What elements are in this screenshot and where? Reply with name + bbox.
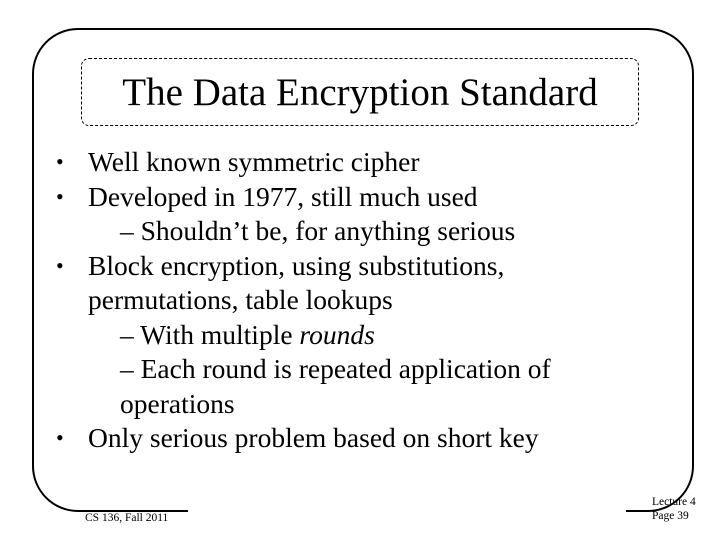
sub-bullet-continuation — [56, 387, 636, 422]
bullet-item — [56, 145, 636, 180]
frame-gap — [188, 505, 626, 517]
bullet-text: Developed in 1977, still much used — [88, 180, 478, 212]
emphasis-text: rounds — [299, 318, 375, 350]
bullet-glyph: • — [56, 252, 64, 278]
bullet-text: Well known symmetric cipher — [88, 146, 420, 177]
bullet-text: Only serious problem based on short key — [88, 422, 539, 453]
footer-lecture-page — [652, 495, 696, 523]
bullet-item — [56, 421, 636, 456]
sub-bullet-text: – Each round is repeated application of — [120, 353, 551, 384]
footer-lecture: Lecture 4 — [652, 496, 696, 508]
footer-course: CS 136, Fall 2011 — [85, 512, 169, 524]
sub-bullet-item — [56, 214, 636, 249]
sub-bullet-text: – Shouldn’t be, for anything serious — [120, 215, 516, 246]
sub-bullet-item — [56, 318, 636, 353]
sub-bullet-item — [56, 352, 636, 387]
title-box — [81, 58, 639, 126]
bullet-text: Block encryption, using substitutions, — [88, 249, 505, 281]
bullet-continuation — [56, 283, 636, 318]
bullet-item — [56, 180, 636, 215]
bullet-list — [56, 145, 636, 456]
bullet-item — [56, 249, 636, 284]
bullet-glyph: • — [56, 149, 64, 174]
sub-bullet-text: – With multiple — [120, 318, 300, 350]
bullet-glyph: • — [56, 425, 64, 450]
bullet-text-continued: permutations, table lookups — [88, 284, 393, 315]
footer-page: Page 39 — [652, 510, 689, 522]
slide-title: The Data Encryption Standard — [122, 70, 598, 114]
sub-bullet-text-continued: operations — [120, 387, 235, 419]
bullet-glyph: • — [56, 183, 64, 209]
